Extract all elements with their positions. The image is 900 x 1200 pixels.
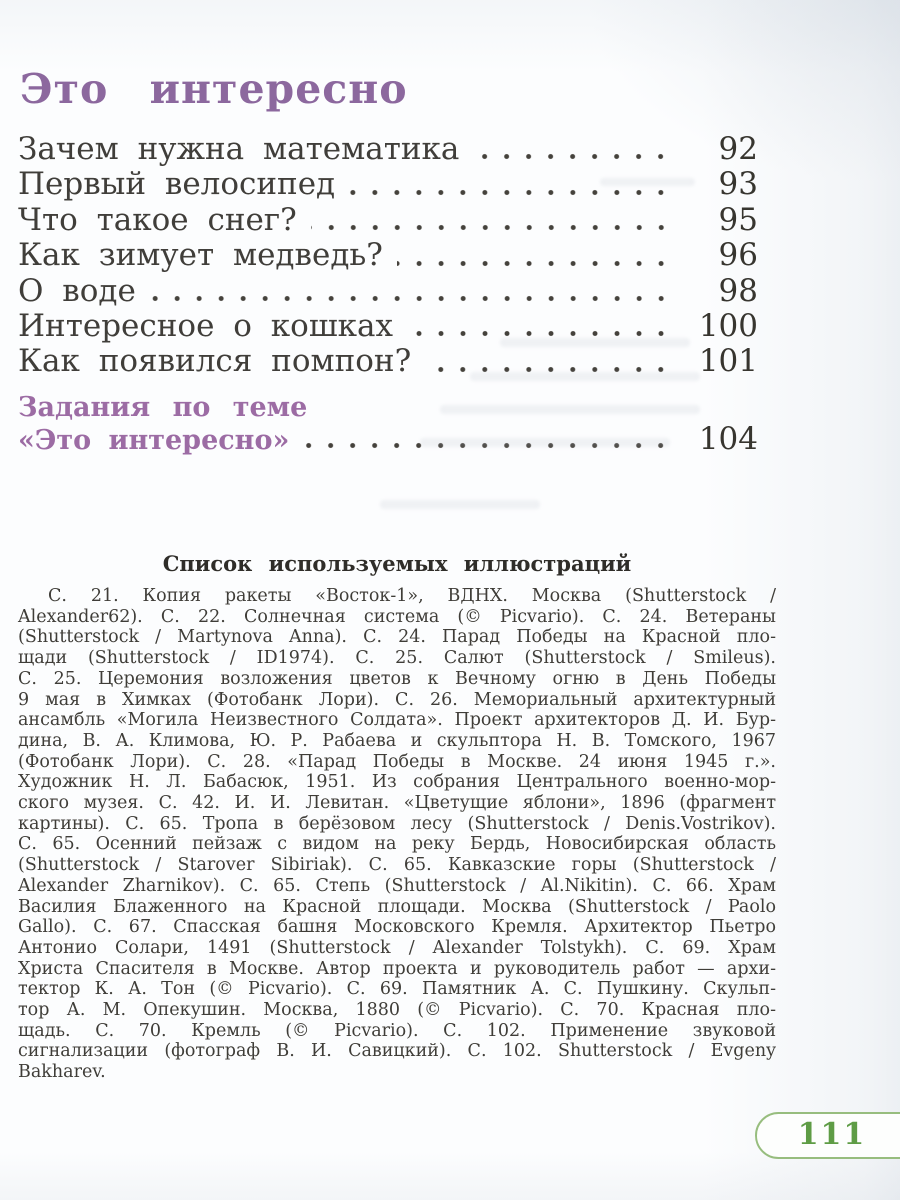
credit-line: С. 65. Осенний пейзаж с видом на реку Бердь, Новосибирская область — [18, 834, 776, 855]
bleedthrough-artifact — [420, 438, 670, 447]
toc-entry-page: 104 — [698, 421, 758, 457]
toc-entry-page: 101 — [698, 343, 758, 380]
credit-line: Василия Блаженного на Красной площади. Москва (Shutterstock / Paolo — [18, 896, 776, 917]
credit-line: Bakharev. — [18, 1062, 106, 1083]
toc-entry — [18, 238, 758, 273]
credit-line: С. 21. Копия ракеты «Восток-1», ВДНХ. Москва (Shutterstock / — [48, 586, 776, 606]
credit-line: Alexander62). С. 22. Солнечная система (© Picvario). С. 24. Ветераны — [18, 606, 776, 627]
toc-special-entry-line1: Задания по теме — [18, 392, 308, 423]
dot-leader — [473, 152, 672, 161]
page-number: 111 — [797, 1117, 867, 1152]
dot-leader — [311, 223, 672, 232]
toc-entry-label: Как зимует медведь? — [18, 237, 383, 274]
dot-leader — [397, 259, 672, 268]
credit-line: дина, В. А. Климова, Ю. Р. Рабаева и скульптора Н. В. Томского, 1967 — [18, 730, 776, 751]
credit-line: (Shutterstock / Martynova Anna). С. 24. Парад Победы на Красной пло- — [18, 627, 776, 648]
toc-entry-label: О воде — [18, 272, 136, 309]
credit-line: 9 мая в Химках (Фотобанк Лори). С. 26. Мемориальный архитектурный — [18, 689, 776, 710]
credit-line: картины). С. 65. Тропа в берёзовом лесу (Shutterstock / Denis.Vostrikov). — [18, 813, 776, 834]
credit-line: Антонио Солари, 1491 (Shutterstock / Alexander Tolstykh). С. 69. Храм — [18, 937, 776, 958]
toc-entry-label: Первый велосипед — [18, 166, 336, 203]
credit-line: сигнализации (фотограф В. И. Савицкий). С. 102. Shutterstock / Evgeny — [18, 1041, 776, 1062]
toc-entry-page: 92 — [718, 131, 758, 167]
toc-entry-label: Что такое снег? — [18, 201, 297, 238]
credit-line: ского музея. С. 42. И. И. Левитан. «Цветущие яблони», 1896 (фрагмент — [18, 793, 776, 814]
dot-leader — [407, 329, 672, 338]
credit-line: Alexander Zharnikov). С. 65. Степь (Shutterstock / Al.Nikitin). С. 66. Храм — [18, 875, 776, 896]
toc-entry-page: 98 — [718, 272, 758, 309]
section-heading: Это интересно — [20, 65, 408, 113]
toc-entry — [18, 274, 758, 309]
toc-special-entry-line2: «Это интересно» — [18, 425, 290, 456]
credit-line: тор А. М. Опекушин. Москва, 1880 (© Picvario). С. 70. Красная пло- — [18, 1000, 776, 1021]
credit-line: щади (Shutterstock / ID1974). С. 25. Салют (Shutterstock / Smileus). — [18, 648, 776, 669]
credit-line: Gallo). С. 67. Спасская башня Московского Кремля. Архитектор Пьетро — [18, 917, 776, 938]
dot-leader — [150, 294, 672, 303]
toc-entry-label: Зачем нужна математика — [18, 131, 460, 167]
credit-line: щадь. С. 70. Кремль (© Picvario). С. 102. Применение звуковой — [18, 1020, 776, 1041]
credit-line: С. 25. Церемония возложения цветов к Вечному огню в День Победы — [18, 668, 776, 689]
page-number-badge — [755, 1112, 900, 1159]
bleedthrough-artifact — [500, 338, 690, 347]
illustrations-title: Список используемых иллюстраций — [162, 551, 632, 576]
credit-line: (Фотобанк Лори). С. 28. «Парад Победы в Москве. 24 июня 1945 г.». — [18, 751, 776, 772]
credit-line: ансамбль «Могила Неизвестного Солдата». Проект архитекторов Д. И. Бур- — [18, 710, 776, 731]
dot-leader — [349, 188, 672, 197]
illustrations-paragraph — [18, 586, 776, 1083]
toc-entry-page: 100 — [698, 307, 758, 344]
bleedthrough-artifact — [440, 405, 700, 414]
bleedthrough-artifact — [600, 178, 695, 186]
toc-entry-page: 93 — [718, 166, 758, 203]
bleedthrough-artifact — [470, 372, 700, 381]
credit-line: Художник Н. Л. Бабасюк, 1951. Из собрания Центрального военно-мор- — [18, 772, 776, 793]
credit-line: тектор К. А. Тон (© Picvario). С. 69. Памятник А. С. Пушкину. Скульп- — [18, 979, 776, 1000]
toc-entry-page: 95 — [718, 201, 758, 238]
toc-entry-label: Интересное о кошках — [18, 307, 393, 344]
toc-entry — [18, 203, 758, 238]
toc-entry — [18, 132, 758, 167]
toc-entry-page: 96 — [718, 237, 758, 274]
credit-line: (Shutterstock / Starover Sibiriak). С. 65. Кавказские горы (Shutterstock / — [18, 855, 776, 876]
toc-entry-label: Как появился помпон? — [18, 343, 412, 380]
bleedthrough-artifact — [380, 500, 540, 509]
credit-line: Христа Спасителя в Москве. Автор проекта и руководитель работ — архи- — [18, 958, 776, 979]
